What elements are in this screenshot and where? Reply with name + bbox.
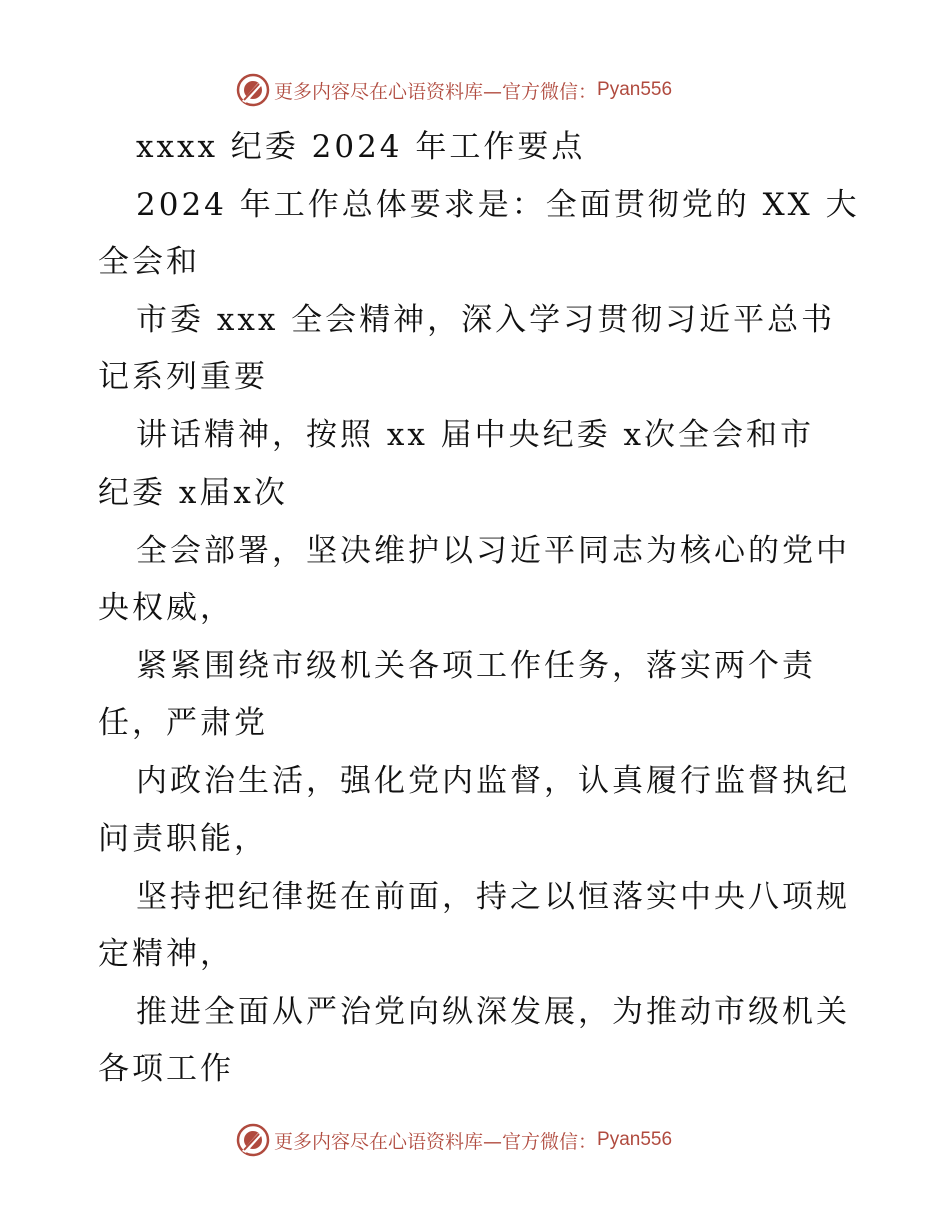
- paragraph-line: 央权威，: [98, 590, 234, 626]
- paragraph-line: 记系列重要: [98, 359, 268, 395]
- watermark-text: 更多内容尽在心语资料库—官方微信：: [274, 1130, 598, 1153]
- paragraph-line: 各项工作: [98, 1051, 234, 1087]
- footer-watermark: [236, 1122, 672, 1158]
- paragraph-line: 问责职能，: [98, 821, 268, 857]
- watermark-wechat-id: Pyan556: [597, 1129, 673, 1150]
- paragraph-line: 任，严肃党: [98, 705, 268, 741]
- document-title: xxxx 纪委 2024 年工作要点: [136, 129, 586, 165]
- paragraph-line: 定精神，: [98, 936, 234, 972]
- paragraph-line: 2024 年工作总体要求是：全面贯彻党的 XX 大: [136, 187, 860, 223]
- paragraph-line: 全会和: [98, 244, 200, 280]
- pen-logo-icon: [236, 1123, 270, 1157]
- header-watermark: [236, 72, 672, 108]
- paragraph-line: 紧紧围绕市级机关各项工作任务，落实两个责: [136, 648, 816, 684]
- paragraph-line: 坚持把纪律挺在前面，持之以恒落实中央八项规: [136, 879, 850, 915]
- pen-logo-icon: [236, 73, 270, 107]
- watermark-wechat-id: Pyan556: [597, 79, 673, 100]
- paragraph-line: 讲话精神，按照 xx 届中央纪委 x次全会和市: [136, 417, 815, 453]
- watermark-text: 更多内容尽在心语资料库—官方微信：: [274, 80, 598, 103]
- paragraph-line: 市委 xxx 全会精神，深入学习贯彻习近平总书: [136, 302, 836, 338]
- paragraph-line: 推进全面从严治党向纵深发展，为推动市级机关: [136, 994, 850, 1030]
- paragraph-line: 全会部署，坚决维护以习近平同志为核心的党中: [136, 533, 850, 569]
- paragraph-line: 纪委 x届x次: [98, 475, 288, 511]
- paragraph-line: 内政治生活，强化党内监督，认真履行监督执纪: [136, 763, 850, 799]
